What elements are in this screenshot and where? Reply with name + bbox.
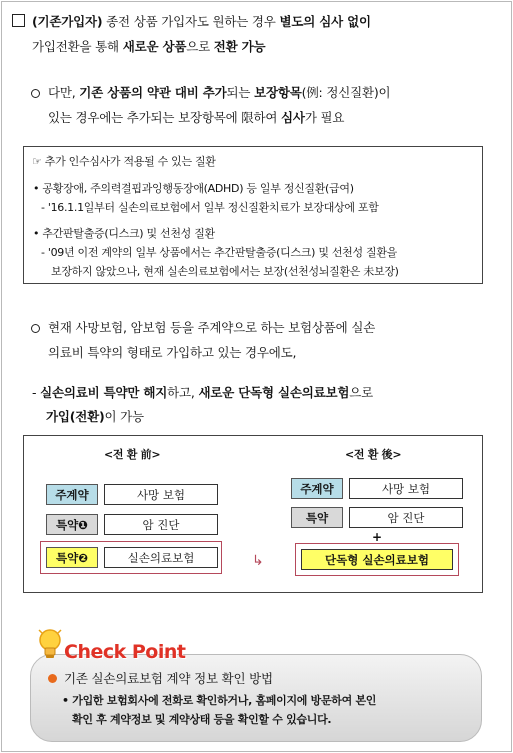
after-main-value: 사망 보험	[349, 478, 463, 499]
before-main-value: 사망 보험	[104, 484, 218, 505]
box1-item-1-sub: - '16.1.1일부터 실손의료보험에서 일부 정신질환치료가 보장대상에 포함	[41, 201, 379, 214]
plus-sign: +	[372, 530, 383, 544]
header-prefix: (기존가입자)	[32, 14, 103, 29]
after-rider-label: 특약	[291, 507, 343, 528]
header-line-2: 가입전환을 통해 새로운 상품으로 전환 가능	[32, 39, 266, 54]
para1-line-1: 다만, 기존 상품의 약관 대비 추가되는 보장항목(例: 정신질환)이	[48, 85, 391, 100]
checkpoint-line-2: 확인 후 계약정보 및 계약상태 등을 확인할 수 있습니다.	[72, 713, 332, 726]
after-main-label: 주계약	[291, 478, 343, 499]
before-rider2-value: 실손의료보험	[104, 547, 218, 568]
orange-bullet-icon	[48, 674, 57, 683]
box1-item-2: • 추간판탈출증(디스크) 및 선천성 질환	[33, 227, 215, 240]
after-new-product: 단독형 실손의료보험	[301, 549, 453, 570]
checkpoint-heading: 기존 실손의료보험 계약 정보 확인 방법	[64, 671, 273, 686]
header-line-1: (기존가입자) 종전 상품 가입자도 원하는 경우 별도의 심사 없이	[32, 14, 371, 29]
before-main-label: 주계약	[46, 484, 98, 505]
checkpoint-line-1: • 가입한 보험회사에 전화로 확인하거나, 홈페이지에 방문하여 본인	[62, 694, 377, 707]
before-rider1-label: 특약❶	[46, 514, 98, 535]
conversion-arrow-icon: ↳	[252, 553, 264, 569]
after-rider-value: 암 진단	[349, 507, 463, 528]
before-title: <전 환 前>	[104, 448, 161, 461]
before-rider2-label: 특약❷	[46, 547, 98, 568]
lightbulb-icon	[36, 628, 64, 662]
box1-item-2-sub-1: - '09년 이전 계약의 일부 상품에서는 추간판탈출증(디스크) 및 선천성 질환을	[41, 246, 397, 259]
checkpoint-title: Check Point	[64, 641, 186, 663]
para3-line-2: 가입(전환)이 가능	[46, 409, 144, 424]
box1-item-2-sub-2: 보장하지 않았으나, 현재 실손의료보험에서는 보장(선천성뇌질환은 未보장)	[51, 265, 399, 278]
ring-bullet-icon	[31, 324, 40, 333]
box1-item-1: • 공황장애, 주의력결핍과잉행동장애(ADHD) 등 일부 정신질환(급여)	[33, 182, 354, 195]
after-title: <전 환 後>	[345, 448, 402, 461]
pointing-hand-icon: ☞	[32, 155, 42, 168]
ring-bullet-icon	[31, 89, 40, 98]
box1-title: ☞ 추가 인수심사가 적용될 수 있는 질환	[32, 155, 216, 168]
checkbox-icon	[12, 14, 25, 27]
para2-line-2: 의료비 특약의 형태로 가입하고 있는 경우에도,	[48, 345, 297, 360]
para2-line-1: 현재 사망보험, 암보험 등을 주계약으로 하는 보험상품에 실손	[48, 320, 376, 335]
before-rider1-value: 암 진단	[104, 514, 218, 535]
para3-line-1: - 실손의료비 특약만 해지하고, 새로운 단독형 실손의료보험으로	[32, 385, 374, 400]
para1-line-2: 있는 경우에는 추가되는 보장항목에 限하여 심사가 필요	[48, 110, 345, 125]
